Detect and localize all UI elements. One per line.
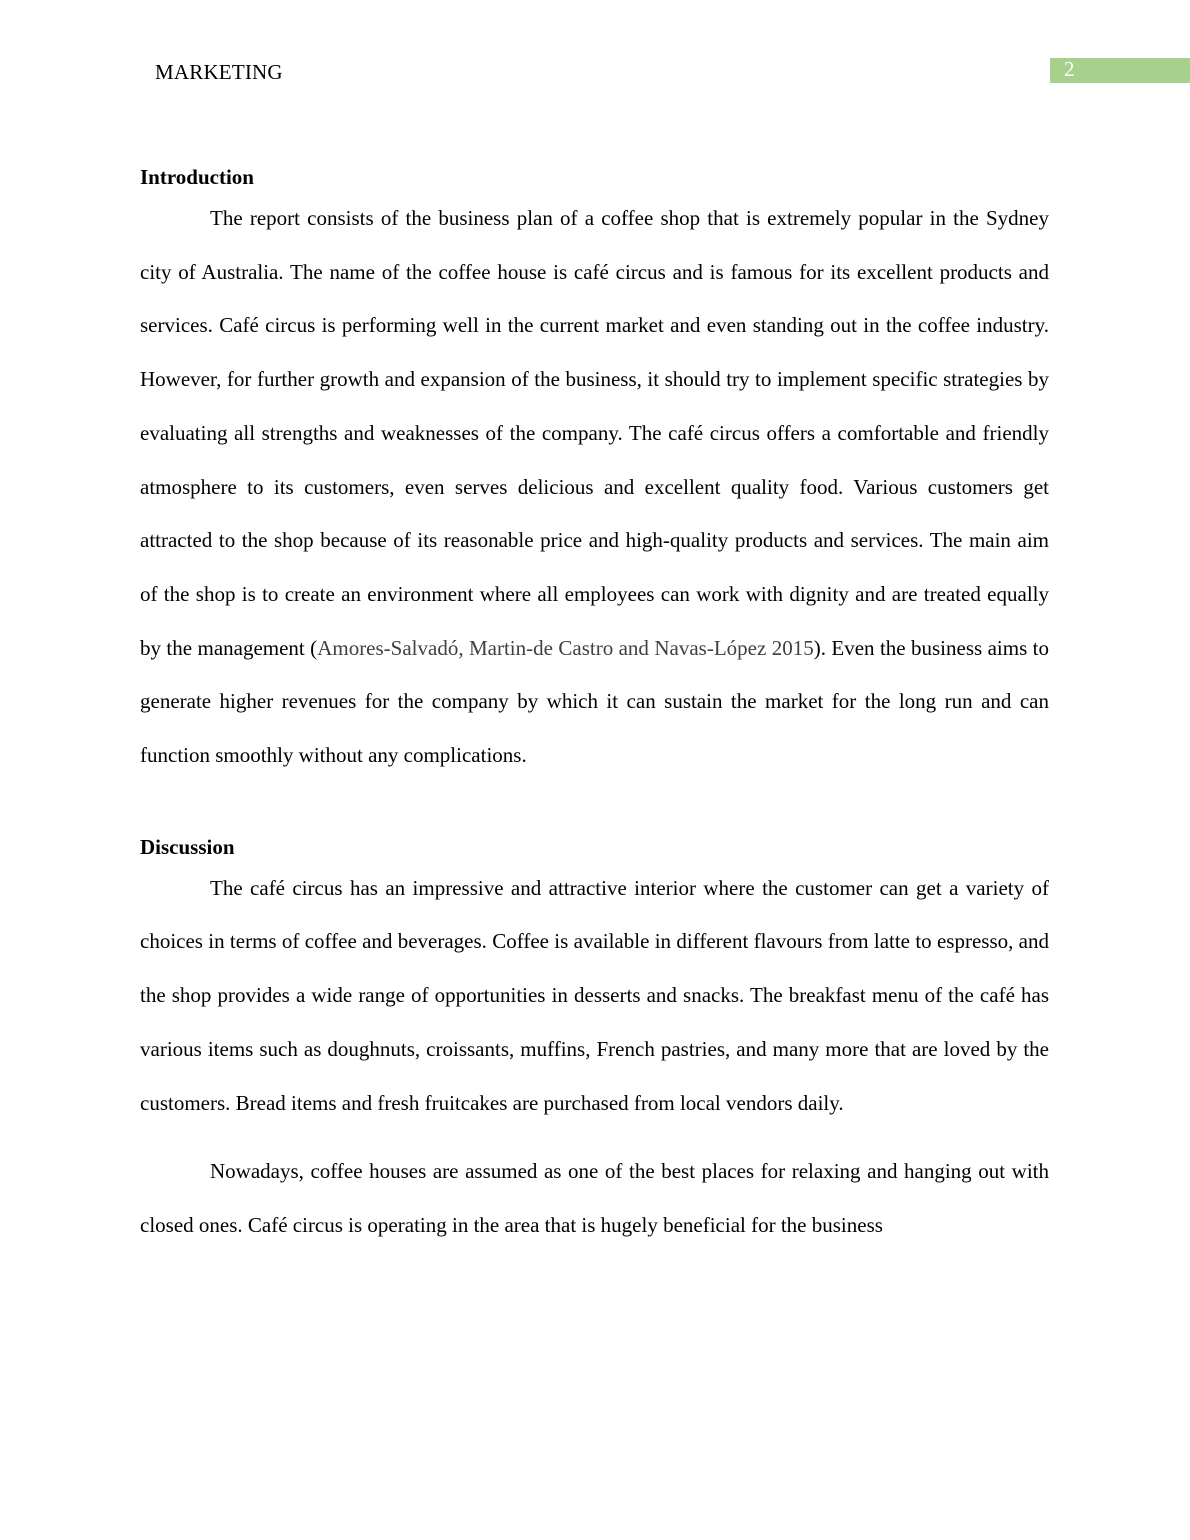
discussion-paragraph-1: The café circus has an impressive and attractive interior where the customer can get a variety of choices in terms of coffee and beverages. Coffee is available in different flavours from latte to espresso, and the shop provides a wide range of opportunities in desserts and snacks. The breakfast menu of the café has various items such as doughnuts, croissants, muffins, French pastries, and many more that are loved by the customers. Bread items and fresh fruitcakes are purchased from local vendors daily. [140, 875, 1049, 1115]
document-body [140, 162, 1049, 1253]
introduction-text-start: The report consists of the business plan of a coffee shop that is extremely popular in the Sydney city of Australia. The name of the coffee house is café circus and is famous for its excellent products and services. Café circus is performing well in the current market and even standing out in the coffee industry. However, for further growth and expansion of the business, it should try to implement specific strategies by evaluating all strengths and weaknesses of the company. The café circus offers a comfortable and friendly atmosphere to its customers, even serves delicious and excellent quality food. Various customers get attracted to the shop because of its reasonable price and high-quality products and services. The main aim of the shop is to create an environment where all employees can work with dignity and are treated equally by the management ( [140, 206, 1049, 660]
introduction-text-end: ). Even the business aims to generate higher revenues for the company by which it can sustain the market for the long run and can function smoothly without any complications. [140, 635, 1050, 768]
discussion-heading: Discussion [140, 834, 235, 859]
citation: Amores-Salvadó, Martin-de Castro and Navas-López 2015 [317, 635, 814, 660]
page-number: 2 [1064, 57, 1075, 81]
page-number-bar [1050, 58, 1190, 83]
discussion-paragraph-2: Nowadays, coffee houses are assumed as one of the best places for relaxing and hanging out with closed ones. Café circus is operating in the area that is hugely beneficial for the business [140, 1159, 1049, 1237]
introduction-heading: Introduction [140, 165, 254, 189]
introduction-paragraph [140, 192, 1049, 783]
running-head: MARKETING [155, 60, 283, 84]
